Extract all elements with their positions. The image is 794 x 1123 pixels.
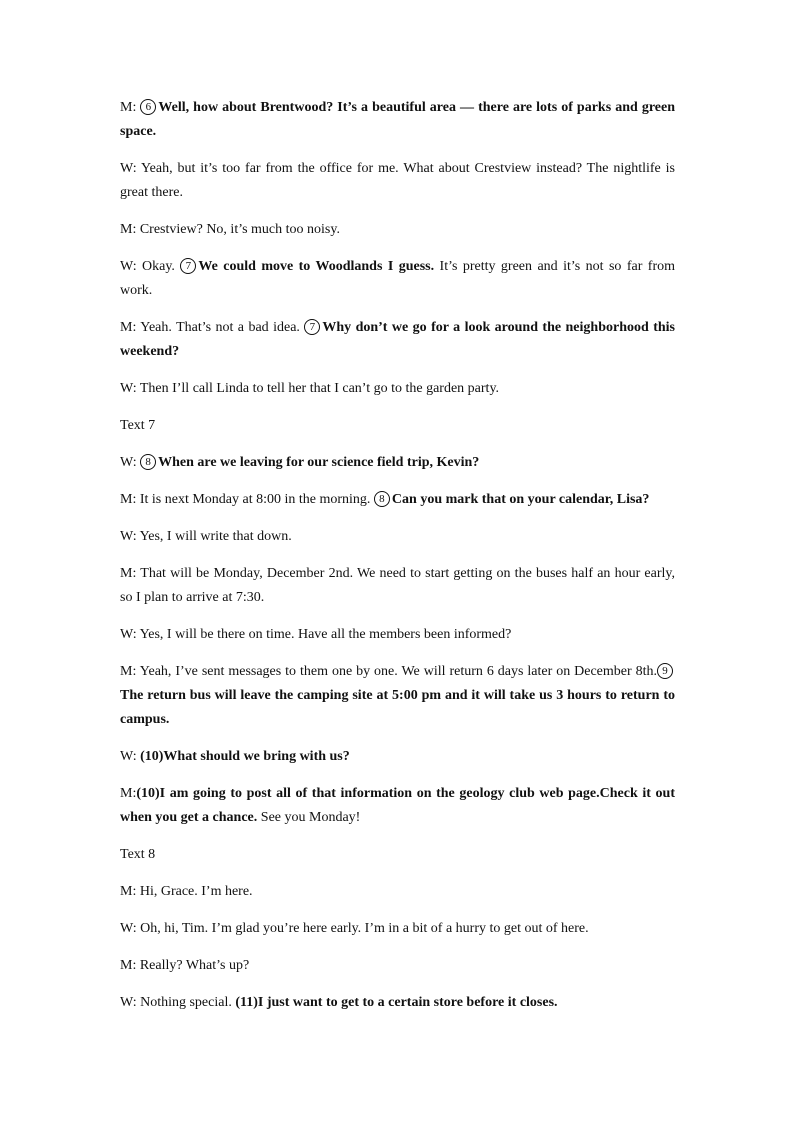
dialogue-text: Text 7: [120, 418, 156, 433]
dialogue-line: [120, 316, 675, 364]
dialogue-text: M: Hi, Grace. I’m here.: [120, 884, 253, 899]
dialogue-text: W: Yeah, but it’s too far from the office for me. What about Crestview instead? The nightlife is great there.: [120, 161, 675, 200]
answer-highlight: (10)I am going to post all of that information on the geology club web page.Check it out when you get a chance.: [120, 786, 675, 825]
dialogue-text: M: Yeah. That’s not a bad idea.: [120, 320, 305, 335]
dialogue-line: [120, 255, 675, 303]
dialogue-line: [120, 218, 675, 242]
transcript-body: [120, 96, 675, 1028]
circled-question-number: 9: [657, 663, 673, 679]
circled-question-number: 6: [140, 99, 156, 115]
dialogue-text: W:: [120, 455, 141, 470]
dialogue-text: It’s pretty green and it’s not so far from work.: [120, 259, 676, 298]
circled-question-number: 8: [374, 491, 390, 507]
section-heading: [120, 843, 675, 867]
dialogue-line: [120, 745, 675, 769]
dialogue-line: [120, 917, 675, 941]
answer-highlight: Well, how about Brentwood? It’s a beautiful area — there are lots of parks and green space.: [120, 100, 675, 139]
dialogue-text: M: Really? What’s up?: [120, 958, 250, 973]
dialogue-line: [120, 562, 675, 610]
dialogue-line: [120, 451, 675, 475]
dialogue-text: W: Yes, I will be there on time. Have all the members been informed?: [120, 627, 512, 642]
dialogue-text: M: Crestview? No, it’s much too noisy.: [120, 222, 340, 237]
dialogue-line: [120, 157, 675, 205]
dialogue-line: [120, 782, 675, 830]
answer-highlight: Can you mark that on your calendar, Lisa?: [391, 492, 650, 507]
answer-highlight: (10)What should we bring with us?: [140, 749, 350, 764]
dialogue-text: W:: [120, 749, 141, 764]
dialogue-text: W: Yes, I will write that down.: [120, 529, 292, 544]
circled-question-number: 7: [180, 258, 196, 274]
dialogue-line: [120, 660, 675, 732]
dialogue-line: [120, 488, 675, 512]
dialogue-text: M: Yeah, I’ve sent messages to them one by one. We will return 6 days later on December 8th.: [120, 664, 657, 679]
answer-highlight: (11)I just want to get to a certain store before it closes.: [235, 995, 558, 1010]
dialogue-text: W: Okay.: [120, 259, 181, 274]
circled-question-number: 7: [304, 319, 320, 335]
dialogue-text: W: Then I’ll call Linda to tell her that I can’t go to the garden party.: [120, 381, 500, 396]
dialogue-line: [120, 623, 675, 647]
dialogue-text: M:: [120, 100, 141, 115]
dialogue-line: [120, 96, 675, 144]
answer-highlight: The return bus will leave the camping site at 5:00 pm and it will take us 3 hours to return to campus.: [120, 688, 675, 727]
dialogue-text: M: That will be Monday, December 2nd. We need to start getting on the buses half an hour early, so I plan to arrive at 7:30.: [120, 566, 675, 605]
answer-highlight: We could move to Woodlands I guess.: [198, 259, 435, 274]
section-heading: [120, 414, 675, 438]
dialogue-line: [120, 991, 675, 1015]
dialogue-text: See you Monday!: [257, 810, 361, 825]
dialogue-text: Text 8: [120, 847, 156, 862]
dialogue-text: W: Oh, hi, Tim. I’m glad you’re here early. I’m in a bit of a hurry to get out of here.: [120, 921, 589, 936]
dialogue-text: M:: [120, 786, 137, 801]
answer-highlight: Why don’t we go for a look around the neighborhood this weekend?: [120, 320, 675, 359]
circled-question-number: 8: [140, 454, 156, 470]
dialogue-text: W: Nothing special.: [120, 995, 236, 1010]
dialogue-line: [120, 954, 675, 978]
dialogue-line: [120, 377, 675, 401]
dialogue-text: M: It is next Monday at 8:00 in the morning.: [120, 492, 374, 507]
answer-highlight: When are we leaving for our science field trip, Kevin?: [158, 455, 480, 470]
dialogue-line: [120, 525, 675, 549]
dialogue-line: [120, 880, 675, 904]
